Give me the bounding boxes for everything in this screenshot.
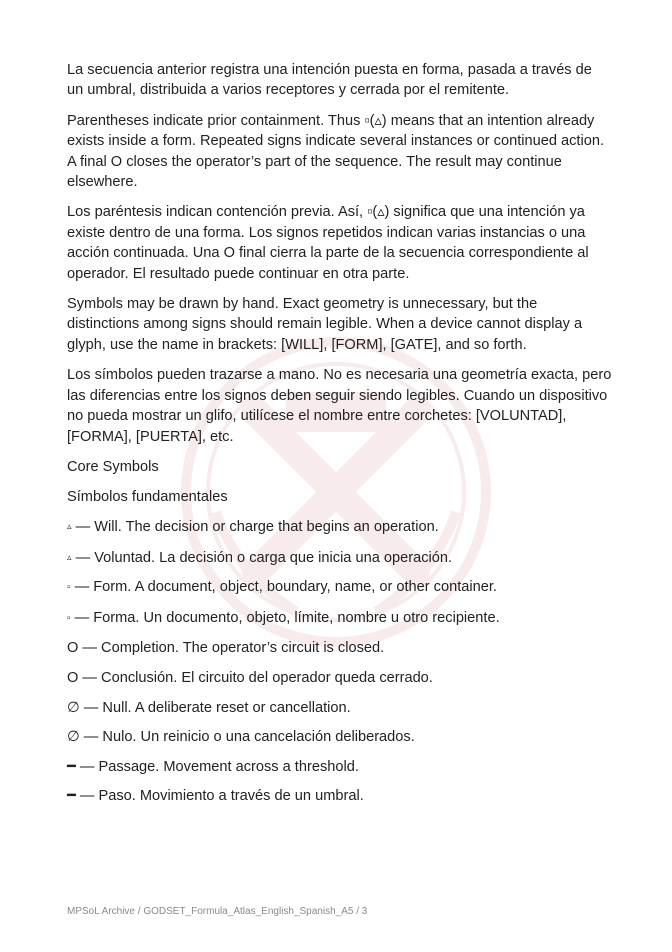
completion-circle-icon: O <box>67 670 79 687</box>
symbol-description: — Voluntad. La decisión o carga que inicia una operación. <box>71 549 453 566</box>
passage-bar-icon: ━ <box>67 758 76 775</box>
symbol-line-will <box>67 516 612 537</box>
symbol-line-form <box>67 577 612 598</box>
will-triangle-icon: ▵ <box>67 551 72 562</box>
null-slash-icon: ∅ <box>67 699 80 716</box>
heading-core-symbols: Core Symbols <box>67 458 159 475</box>
symbol-line-completion <box>67 638 612 658</box>
page-footer: MPSoL Archive / GODSET_Formula_Atlas_English_Spanish_A5 / 3 <box>67 906 368 917</box>
symbol-line-conclusion <box>67 668 612 688</box>
symbol-description: — Paso. Movimiento a través de un umbral. <box>75 788 364 805</box>
symbol-line-forma <box>67 608 612 629</box>
will-triangle-icon: ▵ <box>67 521 72 532</box>
symbol-line-paso <box>67 786 612 806</box>
paragraph-hand-drawn-en: Symbols may be drawn by hand. Exact geometry is unnecessary, but the distinctions among signs should remain legible. When a device cannot display a glyph, use the name in brackets: [WILL], [FORM], [GATE], and so forth. <box>67 296 583 353</box>
symbol-line-null <box>67 698 612 718</box>
symbol-line-passage <box>67 757 612 777</box>
form-square-icon: ▫ <box>67 612 71 624</box>
completion-circle-icon: O <box>67 640 79 657</box>
paragraph-parentheses-en: Parentheses indicate prior containment. Thus ▫(▵) means that an intention already exists inside a form. Repeated signs indicate several instances or continued action. A final O closes the operator’s part of the sequence. The result may continue elsewhere. <box>67 112 605 191</box>
symbol-description: — Form. A document, object, boundary, name, or other container. <box>70 579 497 596</box>
symbol-description: — Will. The decision or charge that begins an operation. <box>71 519 439 536</box>
passage-bar-icon: ━ <box>67 788 76 805</box>
document-body <box>67 60 612 816</box>
paragraph-sequence-es: La secuencia anterior registra una intención puesta en forma, pasada a través de un umbral, distribuida a varios receptores y cerrada por el remitente. <box>67 62 592 99</box>
paragraph-hand-drawn-es: Los símbolos pueden trazarse a mano. No es necesaria una geometría exacta, pero las diferencias entre los signos deben seguir siendo legibles. Cuando un dispositivo no pueda mostrar un glifo, utilícese el nombre entre corchetes: [VOLUNTAD], [FORMA], [PUERTA], etc. <box>67 367 612 445</box>
symbol-description: — Passage. Movement across a threshold. <box>75 758 359 775</box>
null-slash-icon: ∅ <box>67 729 80 746</box>
symbol-line-nulo <box>67 727 612 747</box>
symbol-description: — Completion. The operator’s circuit is closed. <box>78 640 385 657</box>
symbol-description: — Conclusión. El circuito del operador queda cerrado. <box>78 670 433 687</box>
paragraph-parentheses-es: Los paréntesis indican contención previa. Así, ▫(▵) significa que una intención ya existe dentro de una forma. Los signos repetidos indican varias instancias o una acción continuada. Una O final cierra la parte de la secuencia correspondiente al operador. El resultado puede continuar en otra parte. <box>67 204 589 282</box>
heading-simbolos-fundamentales: Símbolos fundamentales <box>67 488 228 505</box>
form-square-icon: ▫ <box>67 582 71 594</box>
symbol-line-voluntad <box>67 547 612 568</box>
symbol-description: — Null. A deliberate reset or cancellation. <box>79 699 351 716</box>
symbol-description: — Forma. Un documento, objeto, límite, nombre u otro recipiente. <box>70 609 500 626</box>
symbol-description: — Nulo. Un reinicio o una cancelación deliberados. <box>79 729 415 746</box>
